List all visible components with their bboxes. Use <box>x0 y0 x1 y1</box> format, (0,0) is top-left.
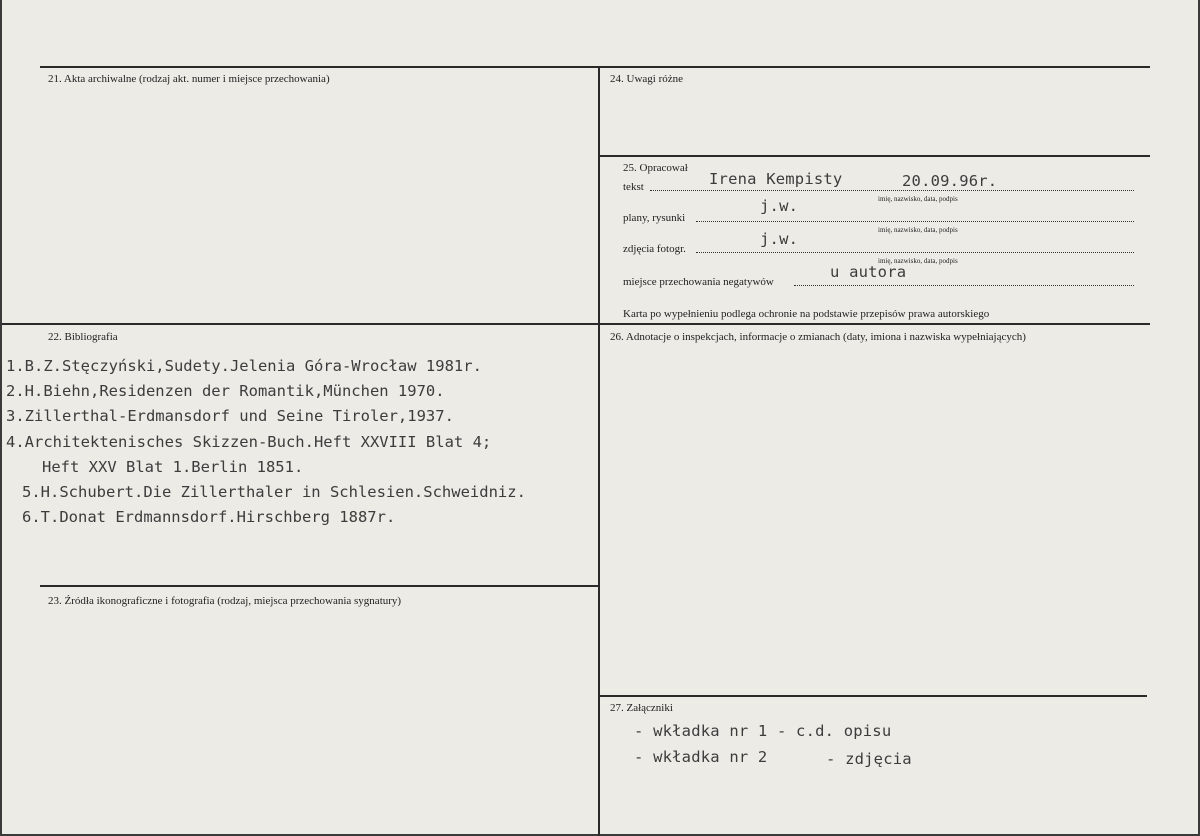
negatywy-label: miejsce przechowania negatywów <box>623 276 774 288</box>
section-23-label: 23. Źródła ikonograficzne i fotografia (rodzaj, miejsca przechowania sygnatury) <box>48 595 402 607</box>
section-21-label: 21. Akta archiwalne (rodzaj akt. numer i miejsce przechowania) <box>48 73 330 85</box>
bibliography-item: Heft XXV Blat 1.Berlin 1851. <box>42 458 304 476</box>
zdjecia-value: j.w. <box>760 230 799 248</box>
rule-21-22 <box>2 323 1150 325</box>
rule-24-25 <box>599 155 1150 157</box>
section-27-label: 27. Załączniki <box>610 702 673 714</box>
plany-label: plany, rysunki <box>623 212 686 224</box>
attachment-2-desc: - zdjęcia <box>826 750 912 768</box>
tekst-dotted-line <box>650 190 1134 191</box>
section-26-label: 26. Adnotacje o inspekcjach, informacje o zmianach (daty, imiona i nazwiska wypełniających) <box>610 331 1026 343</box>
section-25-label: 25. Opracował <box>623 162 688 174</box>
bibliography-item: 3.Zillerthal-Erdmansdorf und Seine Tiroler,1937. <box>6 407 454 425</box>
rule-22-23 <box>40 585 599 587</box>
copyright-note: Karta po wypełnieniu podlega ochronie na podstawie przepisów prawa autorskiego <box>623 308 990 320</box>
negatywy-dotted-line <box>794 285 1134 286</box>
zdjecia-dotted-line <box>696 252 1134 253</box>
section-24-label: 24. Uwagi różne <box>610 73 684 85</box>
plany-value: j.w. <box>760 197 799 215</box>
top-rule <box>40 66 1150 68</box>
bibliography-item: 5.H.Schubert.Die Zillerthaler in Schlesien.Schweidniz. <box>22 483 526 501</box>
negatywy-value: u autora <box>830 263 907 281</box>
attachment-2: - wkładka nr 2 <box>634 748 768 766</box>
bibliography-item: 2.H.Biehn,Residenzen der Romantik,München 1970. <box>6 382 445 400</box>
section-22-label: 22. Bibliografia <box>48 331 118 343</box>
tekst-label: tekst <box>623 181 644 193</box>
rule-26-27 <box>599 695 1147 697</box>
zdjecia-signature-hint: imię, nazwisko, data, podpis <box>878 257 958 265</box>
tekst-date: 20.09.96r. <box>902 172 998 190</box>
bibliography-item: 1.B.Z.Stęczyński,Sudety.Jelenia Góra-Wrocław 1981r. <box>6 357 482 375</box>
tekst-signature-hint: imię, nazwisko, data, podpis <box>878 195 958 203</box>
plany-signature-hint: imię, nazwisko, data, podpis <box>878 226 958 234</box>
plany-dotted-line <box>696 221 1134 222</box>
zdjecia-label: zdjęcia fotogr. <box>623 243 686 255</box>
center-divider <box>598 66 600 836</box>
tekst-value: Irena Kempisty <box>709 170 843 188</box>
attachment-1: - wkładka nr 1 - c.d. opisu <box>634 722 892 740</box>
bibliography-item: 4.Architektenisches Skizzen-Buch.Heft XXVIII Blat 4; <box>6 433 492 451</box>
bibliography-item: 6.T.Donat Erdmannsdorf.Hirschberg 1887r. <box>22 508 396 526</box>
